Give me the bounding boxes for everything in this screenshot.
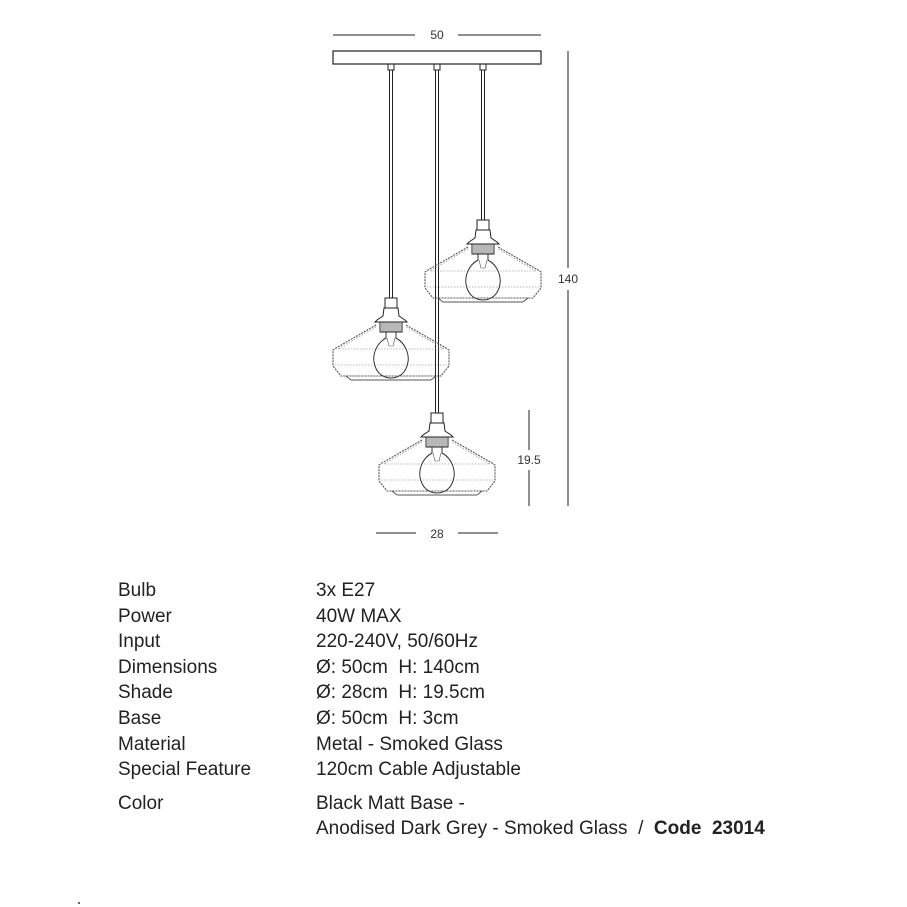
pendant-right [425,220,541,302]
shade-height-dimension: 19.5 [517,453,541,467]
color-line-2: Anodised Dark Grey - Smoked Glass / [316,818,654,840]
shade-diameter-dimension: 28 [430,527,444,541]
pendant-bottom [379,413,495,495]
spec-label: Special Feature [118,759,252,781]
spec-value: 40W MAX [316,605,402,627]
spec-label: Dimensions [118,656,218,678]
spec-value: 220-240V, 50/60Hz [316,631,478,653]
spec-value-color [316,791,765,842]
color-line-1: Black Matt Base - [316,792,465,814]
spec-label: Power [118,605,172,627]
spec-value: 120cm Cable Adjustable [316,759,521,781]
spec-value: 3x E27 [316,580,376,601]
spec-value: Ø: 28cm H: 19.5cm [316,682,485,704]
spec-label: Base [118,707,162,729]
spec-value: Ø: 50cm H: 3cm [316,707,459,729]
spec-label: Bulb [118,580,157,601]
spec-value: Metal - Smoked Glass [316,733,503,755]
product-code: Code 23014 [653,818,765,840]
base-width-dimension: 50 [430,28,444,42]
spec-label: Shade [118,682,173,704]
canopy-base [333,51,541,64]
spec-label: Input [118,631,161,653]
total-height-dimension: 140 [557,272,579,286]
spec-value: Ø: 50cm H: 140cm [316,656,480,678]
spec-label: Material [118,733,186,755]
spec-label: Color [118,792,164,814]
pendant-left [333,298,449,380]
stray-dot [78,902,80,904]
